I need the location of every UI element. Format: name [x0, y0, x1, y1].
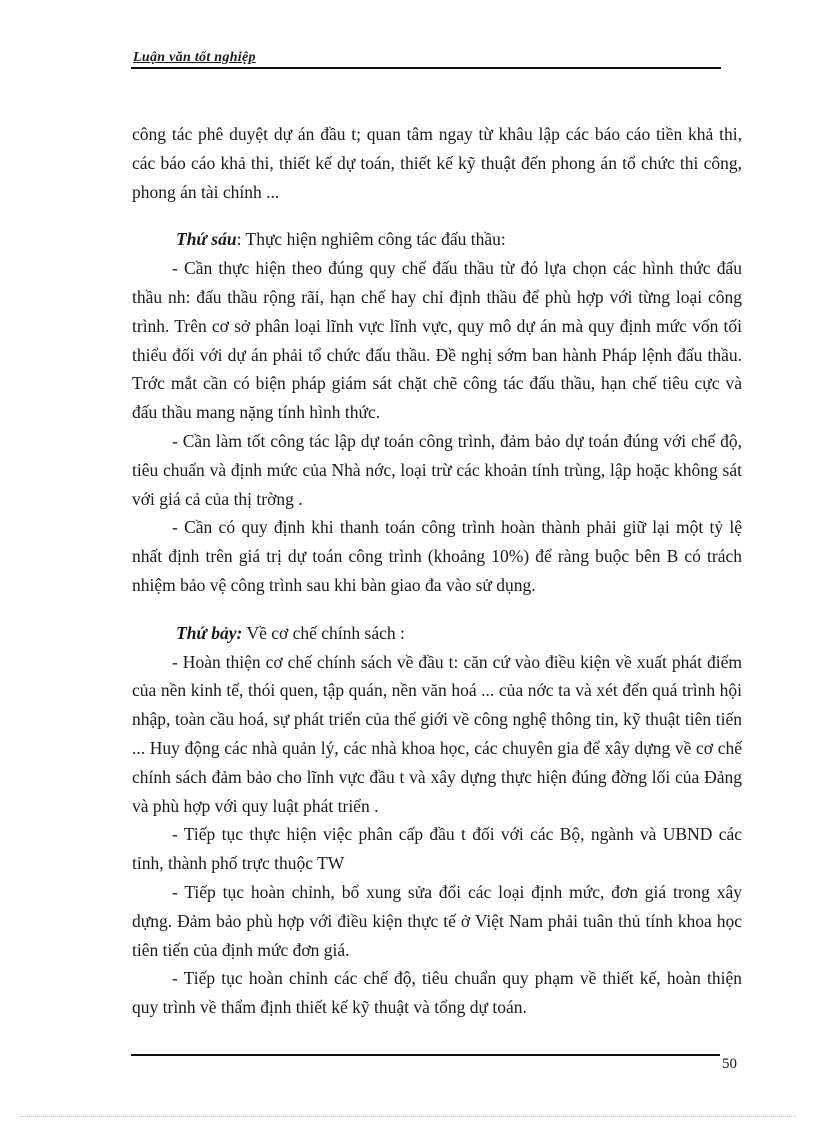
header-title: Luận văn tốt nghiệp	[133, 50, 256, 65]
page-number: 50	[722, 1056, 737, 1072]
paragraph-bullet: - Cần thực hiện theo đúng quy chế đấu thầu từ đó lựa chọn các hình thức đấu thầu nh: đấu thầu rộng rãi, hạn chế hay chỉ định thầu để phù hợp với từng loại công trình. Trên cơ sở phân loại lĩnh vực lĩnh vực, quy mô dự án mà quy định mức vốn tối thiểu đối với dự án phải tổ chức đấu thầu. Đề nghị sớm ban hành Pháp lệnh đấu thầu. Trớc mắt cần có biện pháp giám sát chặt chẽ công tác đấu thầu, hạn chế tiêu cực và đấu thầu mang nặng tính hình thức.	[132, 258, 742, 423]
section-gap	[132, 206, 742, 225]
page-header	[131, 50, 721, 72]
paragraph-bullet: - Hoàn thiện cơ chế chính sách về đầu t: căn cứ vào điều kiện về xuất phát điểm của nền kinh tế, thói quen, tập quán, nền văn hoá ... của nớc ta và xét đến quá trình hội nhập, toàn cầu hoá, sự phát triển của thế giới về công nghệ thông tin, kỹ thuật tiên tiến ... Huy động các nhà quản lý, các nhà khoa học, các chuyên gia để xây dựng về cơ chế chính sách đảm bảo cho lĩnh vực đầu t và xây dựng thực hiện đúng đờng lối của Đảng và phù hợp với quy luật phát triển .	[132, 651, 742, 816]
section-heading-thu-sau	[132, 225, 742, 254]
body-text	[132, 120, 742, 1022]
paragraph-bullet: - Cần có quy định khi thanh toán công trình hoàn thành phải giữ lại một tỷ lệ nhất định trên giá trị dự toán công trình (khoảng 10%) để ràng buộc bên B có trách nhiệm bảo vệ công trình sau khi bàn giao đa vào sử dụng.	[132, 517, 742, 595]
footer-rule	[131, 1054, 720, 1056]
section-heading-text: : Thực hiện nghiêm công tác đấu thầu:	[236, 229, 506, 250]
paragraph-bullet: - Tiếp tục thực hiện việc phân cấp đầu t đối với các Bộ, ngành và UBND các tỉnh, thành phố trực thuộc TW	[132, 824, 742, 874]
paragraph-bullet: - Tiếp tục hoàn chỉnh, bổ xung sửa đổi các loại định mức, đơn giá trong xây dựng. Đảm bảo phù hợp với điều kiện thực tế ở Việt Nam phải tuân thủ tính khoa học tiên tiến của định mức đơn giá.	[132, 881, 742, 960]
bottom-dotted-border	[20, 1116, 796, 1117]
section-label: Thứ bảy:	[176, 622, 243, 643]
header-rule	[131, 67, 721, 69]
section-label: Thứ sáu	[176, 229, 237, 250]
paragraph-bullet: - Tiếp tục hoàn chỉnh các chế độ, tiêu chuẩn quy phạm về thiết kế, hoàn thiện quy trình về thẩm định thiết kế kỹ thuật và tổng dự toán.	[132, 968, 742, 1018]
section-gap	[132, 600, 742, 619]
paragraph-bullet: - Cần làm tốt công tác lập dự toán công trình, đảm bảo dự toán đúng với chế độ, tiêu chuẩn và định mức của Nhà nớc, loại trừ các khoản tính trùng, lập hoặc không sát với giá cả của thị trờng .	[132, 430, 742, 509]
section-heading-text: Về cơ chế chính sách :	[242, 622, 405, 643]
paragraph-continuation: công tác phê duyệt dự án đầu t; quan tâm ngay từ khâu lập các báo cáo tiền khả thi, các báo cáo khả thi, thiết kế dự toán, thiết kế kỹ thuật đến phong án tổ chức thi công, phong án tài chính ...	[132, 124, 742, 202]
section-heading-thu-bay	[132, 619, 742, 648]
